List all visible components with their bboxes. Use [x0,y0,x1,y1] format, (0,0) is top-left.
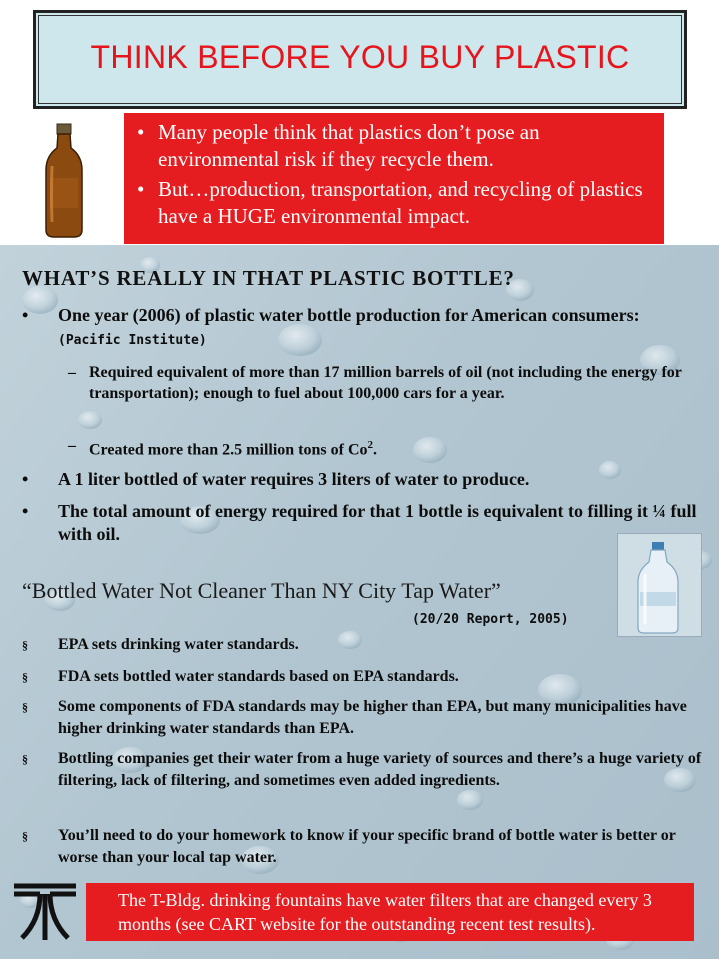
standard-item [22,748,702,792]
plastic-bottle-icon [40,122,88,240]
fact-text: The total amount of energy required for that 1 bottle is equivalent to filling it ¼ full with oil. [58,501,697,544]
standard-item [22,666,702,688]
bullet-symbol: • [22,305,29,325]
square-bullet: § [22,752,28,766]
standard-text: Some components of FDA standards may be higher than EPA, but many municipalities have higher drinking water standards than EPA. [58,698,687,737]
standard-item [22,634,702,656]
period: . [373,441,378,459]
superscript: 2 [367,439,374,451]
standard-text: EPA sets drinking water standards. [58,636,299,653]
fact-subitem [68,362,708,404]
fact-item [22,468,702,491]
source-citation: (Pacific Institute) [58,333,207,348]
section-heading: WHAT’S REALLY IN THAT PLASTIC BOTTLE? [22,266,515,290]
page-title: THINK BEFORE YOU BUY PLASTIC [90,39,630,75]
square-bullet: § [22,638,28,652]
standard-text: FDA sets bottled water standards based on EPA standards. [58,668,459,685]
fact-subtext: Required equivalent of more than 17 million barrels of oil (not including the energy for transportation); enough to fuel about 100,000 cars for a year. [89,364,682,402]
fact-subitem [68,435,708,460]
quote-source: (20/20 Report, 2005) [412,612,569,627]
standard-text: Bottling companies get their water from a huge variety of sources and there’s a huge variety of filtering, lack of filtering, and sometimes even added ingredients. [58,750,702,789]
fact-item [22,500,712,546]
bullet-symbol: • [22,469,29,489]
intro-bullet: • Many people think that plastics don’t pose an environmental risk if they recycle them. [158,119,656,173]
square-bullet: § [22,700,28,714]
intro-callout [124,113,664,244]
t-building-logo [10,880,80,946]
fact-text: One year (2006) of plastic water bottle production for American consumers: [58,305,640,325]
title-box [33,10,687,109]
standard-item [22,696,702,740]
water-bottle-photo [617,533,702,637]
footer-text: The T-Bldg. drinking fountains have water filters that are changed every 3 months (see CART website for the outstanding recent test results). [118,890,652,934]
dash-symbol: – [68,437,76,454]
standard-text: You’ll need to do your homework to know if your specific brand of bottle water is better or worse than your local tap water. [58,827,676,866]
dash-symbol: – [68,364,76,381]
square-bullet: § [22,829,28,843]
quote-title: “Bottled Water Not Cleaner Than NY City Tap Water” [22,578,501,603]
standard-item [22,825,702,869]
fact-subtext: Created more than 2.5 million tons of Co [89,441,368,459]
intro-bullet: • But…production, transportation, and recycling of plastics have a HUGE environmental impact. [158,176,656,230]
footer-callout [86,883,694,941]
fact-text: A 1 liter bottled of water requires 3 liters of water to produce. [58,469,530,489]
square-bullet: § [22,670,28,684]
fact-item [22,304,692,352]
bullet-symbol: • [22,501,29,521]
